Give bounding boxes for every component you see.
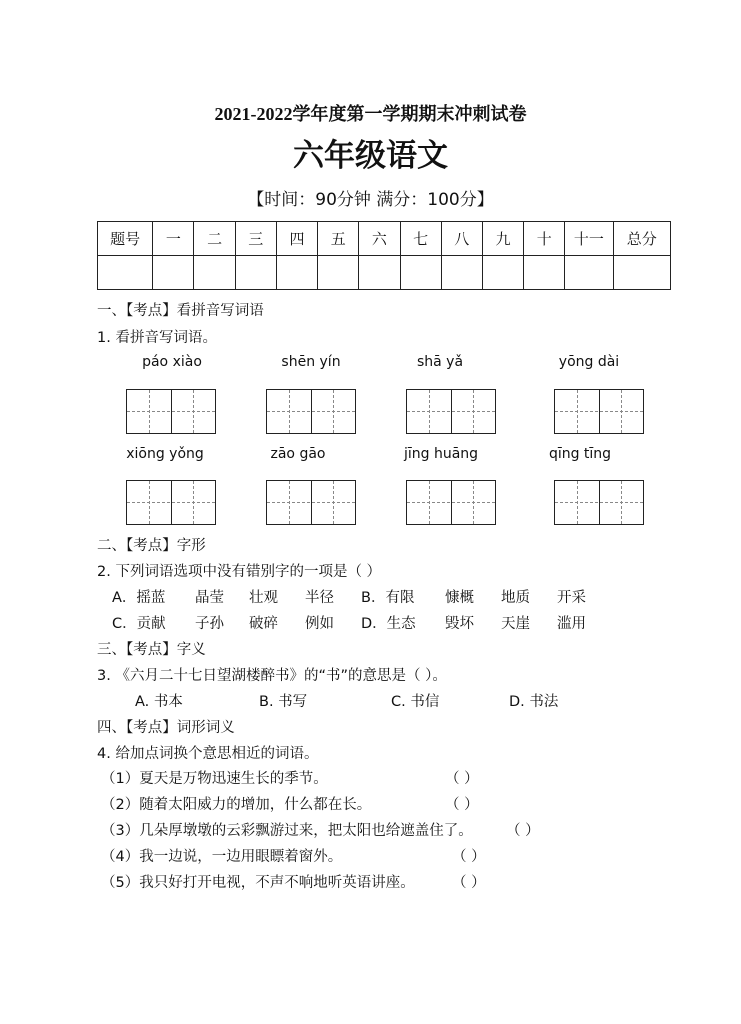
section4-heading: 四、【考点】词形词义 xyxy=(97,720,235,736)
score-blank-cell[interactable] xyxy=(482,256,523,290)
option-word: D．生态 xyxy=(361,616,416,632)
section2-heading: 二、【考点】字形 xyxy=(97,538,206,554)
score-blank-cell[interactable] xyxy=(565,256,613,290)
section3-heading: 三、【考点】字义 xyxy=(97,642,206,658)
option-word: 半径 xyxy=(305,590,334,606)
score-table xyxy=(97,221,671,290)
score-blank-cell[interactable] xyxy=(98,256,153,290)
tianzige-answer-box[interactable] xyxy=(266,480,356,525)
option-word: 开采 xyxy=(557,590,586,606)
option-choice: B. 书写 xyxy=(259,694,308,710)
pinyin-label: jīng huāng xyxy=(403,446,479,462)
score-blank-cell[interactable] xyxy=(613,256,670,290)
score-blank-cell[interactable] xyxy=(359,256,400,290)
score-header-cell: 四 xyxy=(276,222,317,256)
tianzige-answer-box[interactable] xyxy=(406,480,496,525)
option-word: 例如 xyxy=(305,616,334,632)
tianzige-answer-box[interactable] xyxy=(266,389,356,434)
section1-heading: 一、【考点】看拼音写词语 xyxy=(97,303,264,319)
sub-question-text: （4）我一边说，一边用眼瞟着窗外。 xyxy=(101,849,343,865)
pinyin-label: zāo gāo xyxy=(270,446,326,462)
question4-text: 4. 给加点词换个意思相近的词语。 xyxy=(97,746,319,762)
tianzige-answer-box[interactable] xyxy=(554,389,644,434)
score-blank-cell[interactable] xyxy=(441,256,482,290)
score-header-cell: 十 xyxy=(524,222,565,256)
option-choice: A. 书本 xyxy=(135,694,183,710)
tianzige-answer-box[interactable] xyxy=(126,389,216,434)
pinyin-label: yōng dài xyxy=(558,354,620,370)
pinyin-label: shēn yín xyxy=(281,354,341,370)
score-blank-cell[interactable] xyxy=(235,256,276,290)
option-word: C．贡献 xyxy=(112,616,166,632)
sub-question-text: （2）随着太阳威力的增加，什么都在长。 xyxy=(101,797,372,813)
question2-text: 2. 下列词语选项中没有错别字的一项是（ ） xyxy=(97,564,382,580)
answer-blank[interactable]: （ ） xyxy=(445,797,479,813)
option-word: B．有限 xyxy=(361,590,415,606)
score-header-cell: 题号 xyxy=(98,222,153,256)
option-word: 晶莹 xyxy=(195,590,224,606)
sub-question-text: （3）几朵厚墩墩的云彩飘游过来，把太阳也给遮盖住了。 xyxy=(101,823,473,839)
pinyin-label: shā yǎ xyxy=(416,354,464,370)
option-choice: D. 书法 xyxy=(509,694,559,710)
option-word: 地质 xyxy=(501,590,530,606)
score-blank-cell[interactable] xyxy=(524,256,565,290)
tianzige-answer-box[interactable] xyxy=(406,389,496,434)
pinyin-label: xiōng yǒng xyxy=(126,446,204,462)
option-word: 毁坏 xyxy=(445,616,474,632)
exam-title: 六年级语文 xyxy=(293,138,448,174)
answer-blank[interactable]: （ ） xyxy=(445,771,479,787)
pinyin-label: qīng tīng xyxy=(548,446,612,462)
score-header-cell: 一 xyxy=(153,222,194,256)
option-word: 子孙 xyxy=(195,616,224,632)
score-header-cell: 八 xyxy=(441,222,482,256)
option-word: A．摇蓝 xyxy=(112,590,166,606)
score-header-cell: 二 xyxy=(194,222,235,256)
score-header-cell: 三 xyxy=(235,222,276,256)
answer-blank[interactable]: （ ） xyxy=(506,823,540,839)
score-table-header-row xyxy=(98,222,671,256)
score-header-cell: 九 xyxy=(482,222,523,256)
score-blank-cell[interactable] xyxy=(400,256,441,290)
score-blank-cell[interactable] xyxy=(318,256,359,290)
tianzige-answer-box[interactable] xyxy=(554,480,644,525)
option-word: 天崖 xyxy=(501,616,530,632)
option-word: 滥用 xyxy=(557,616,586,632)
score-header-cell: 五 xyxy=(318,222,359,256)
pinyin-label: páo xiào xyxy=(142,354,202,370)
score-header-cell: 六 xyxy=(359,222,400,256)
score-header-cell: 十一 xyxy=(565,222,613,256)
question3-text: 3. 《六月二十七日望湖楼醉书》的“书”的意思是（ ）。 xyxy=(97,668,447,684)
score-blank-cell[interactable] xyxy=(153,256,194,290)
exam-subtitle: 2021-2022学年度第一学期期末冲刺试卷 xyxy=(214,104,527,124)
option-word: 壮观 xyxy=(249,590,278,606)
option-word: 慷概 xyxy=(445,590,474,606)
sub-question-text: （1）夏天是万物迅速生长的季节。 xyxy=(101,771,328,787)
exam-time-score-info: 【时间：90分钟 满分：100分】 xyxy=(247,190,494,210)
answer-blank[interactable]: （ ） xyxy=(452,875,486,891)
sub-question-text: （5）我只好打开电视，不声不响地听英语讲座。 xyxy=(101,875,415,891)
option-word: 破碎 xyxy=(249,616,278,632)
score-blank-cell[interactable] xyxy=(276,256,317,290)
score-header-cell: 七 xyxy=(400,222,441,256)
question1-text: 1. 看拼音写词语。 xyxy=(97,330,217,346)
score-header-cell: 总分 xyxy=(613,222,670,256)
score-blank-cell[interactable] xyxy=(194,256,235,290)
option-choice: C. 书信 xyxy=(391,694,440,710)
tianzige-answer-box[interactable] xyxy=(126,480,216,525)
answer-blank[interactable]: （ ） xyxy=(452,849,486,865)
score-table-blank-row xyxy=(98,256,671,290)
